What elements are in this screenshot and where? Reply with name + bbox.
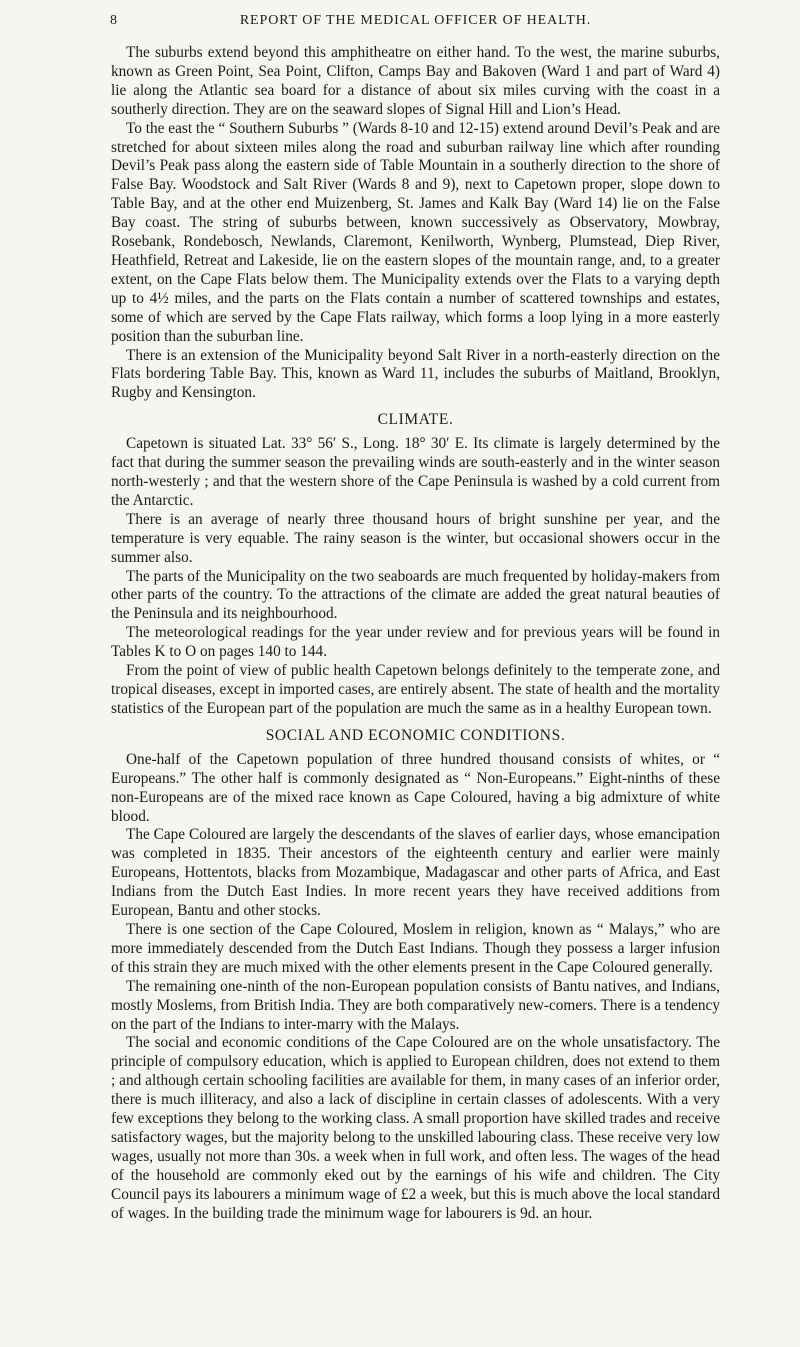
paragraph-southern-suburbs: To the east the “ Southern Suburbs ” (Wards 8-10 and 12-15) extend around Devil’s Peak and are stretched for about sixteen miles along the road and suburban railway line which after rounding Devil’s Peak pass along the eastern side of Table Mountain in a southerly direction to the shore of False Bay. Woodstock and Salt River (Wards 8 and 9), next to Capetown proper, slope down to Table Bay, and at the other end Muizenberg, St. James and Kalk Bay (Ward 14) lie on the False Bay coast. The string of suburbs between, known successively as Observatory, Mowbray, Rosebank, Rondebosch, Newlands, Claremont, Kenilworth, Wynberg, Plumstead, Diep River, Heathfield, Retreat and Lakeside, lie on the eastern slopes of the mountain range, and, to a greater extent, on the Cape Flats below them. The Municipality extends over the Flats to a varying depth up to 4½ miles, and the parts on the Flats contain a number of scattered townships and estates, some of which are served by the Cape Flats railway, which forms a loop lying in a more easterly position than the suburban line.	[111, 119, 720, 345]
body-text	[111, 44, 720, 1223]
paragraph-climate-holiday: The parts of the Municipality on the two seaboards are much frequented by holiday-makers from other parts of the country. To the attractions of the climate are added the great natural beauties of the Peninsula and its neighbourhood.	[111, 567, 720, 623]
running-head: REPORT OF THE MEDICAL OFFICER OF HEALTH.	[239, 13, 592, 28]
section-heading-climate: CLIMATE.	[377, 411, 454, 429]
paragraph-north-eastern-extension: There is an extension of the Municipality beyond Salt River in a north-easterly direction on the Flats bordering Table Bay. This, known as Ward 11, includes the suburbs of Maitland, Brooklyn, Rugby and Kensington.	[111, 346, 720, 402]
paragraph-climate-location: Capetown is situated Lat. 33° 56′ S., Long. 18° 30′ E. Its climate is largely determined by the fact that during the summer season the prevailing winds are south-easterly and in the winter season north-westerly ; and that the western shore of the Cape Peninsula is washed by a cold current from the Antarctic.	[111, 435, 720, 509]
paragraph-conditions-wages: The social and economic conditions of the Cape Coloured are on the whole unsatisfactory. The principle of compulsory education, which is applied to European children, does not extend to them ; and although certain schooling facilities are available for them, in many cases of an inferior order, there is much illiteracy, and also a lack of discipline in certain classes of adolescents. With a very few exceptions they belong to the working class. A small proportion have skilled trades and receive satisfactory wages, but the majority belong to the unskilled labouring class. These receive very low wages, usually not more than 30s. a week when in full work, and often less. The wages of the head of the household are commonly eked out by the earnings of his wife and children. The City Council pays its labourers a minimum wage of £2 a week, but this is much above the local standard of wages. In the building trade the minimum wage for labourers is 9d. an hour.	[111, 1034, 720, 1222]
paragraph-population: One-half of the Capetown population of three hundred thousand consists of whites, or “ Europeans.” The other half is commonly designated as “ Non-Europeans.” Eight-ninths of these non-Europeans are of the mixed race known as Cape Coloured, having a big admixture of white blood.	[111, 750, 720, 825]
paragraph-climate-sunshine: There is an average of nearly three thousand hours of bright sunshine per year, and the temperature is very equable. The rainy season is the winter, but occasional showers occur in the summer also.	[111, 510, 720, 566]
paragraph-western-suburbs: The suburbs extend beyond this amphitheatre on either hand. To the west, the marine suburbs, known as Green Point, Sea Point, Clifton, Camps Bay and Bakoven (Ward 1 and part of Ward 4) lie along the Atlantic sea board for a distance of about six miles curving with the coast in a southerly direction. They are on the seaward slopes of Signal Hill and Lion’s Head.	[111, 44, 720, 118]
paragraph-cape-coloured: The Cape Coloured are largely the descendants of the slaves of earlier days, whose emancipation was completed in 1835. Their ancestors of the eighteenth century and earlier were mainly Europeans, Hottentots, blacks from Mozambique, Madagascar and other parts of Africa, and East Indians from the Dutch East Indies. In more recent years they have received additions from European, Bantu and other stocks.	[111, 826, 720, 920]
paragraph-climate-tables: The meteorological readings for the year under review and for previous years will be found in Tables K to O on pages 140 to 144.	[111, 624, 720, 661]
page-header	[111, 8, 720, 34]
section-heading-social-economic: SOCIAL AND ECONOMIC CONDITIONS.	[265, 726, 566, 744]
paragraph-bantu-indians: The remaining one-ninth of the non-European population consists of Bantu natives, and Indians, mostly Moslems, from British India. They are both comparatively new-comers. There is a tendency on the part of the Indians to inter-marry with the Malays.	[111, 977, 720, 1033]
paragraph-malays: There is one section of the Cape Coloured, Moslem in religion, known as “ Malays,” who are more immediately descended from the Dutch East Indians. Though they possess a larger infusion of this strain they are much mixed with the other elements present in the Cape Coloured generally.	[111, 920, 720, 976]
page-number: 8	[110, 13, 117, 28]
paragraph-climate-health: From the point of view of public health Capetown belongs definitely to the temperate zone, and tropical diseases, except in imported cases, are entirely absent. The state of health and the mortality statistics of the European part of the population are much the same as in a healthy European town.	[111, 662, 720, 717]
